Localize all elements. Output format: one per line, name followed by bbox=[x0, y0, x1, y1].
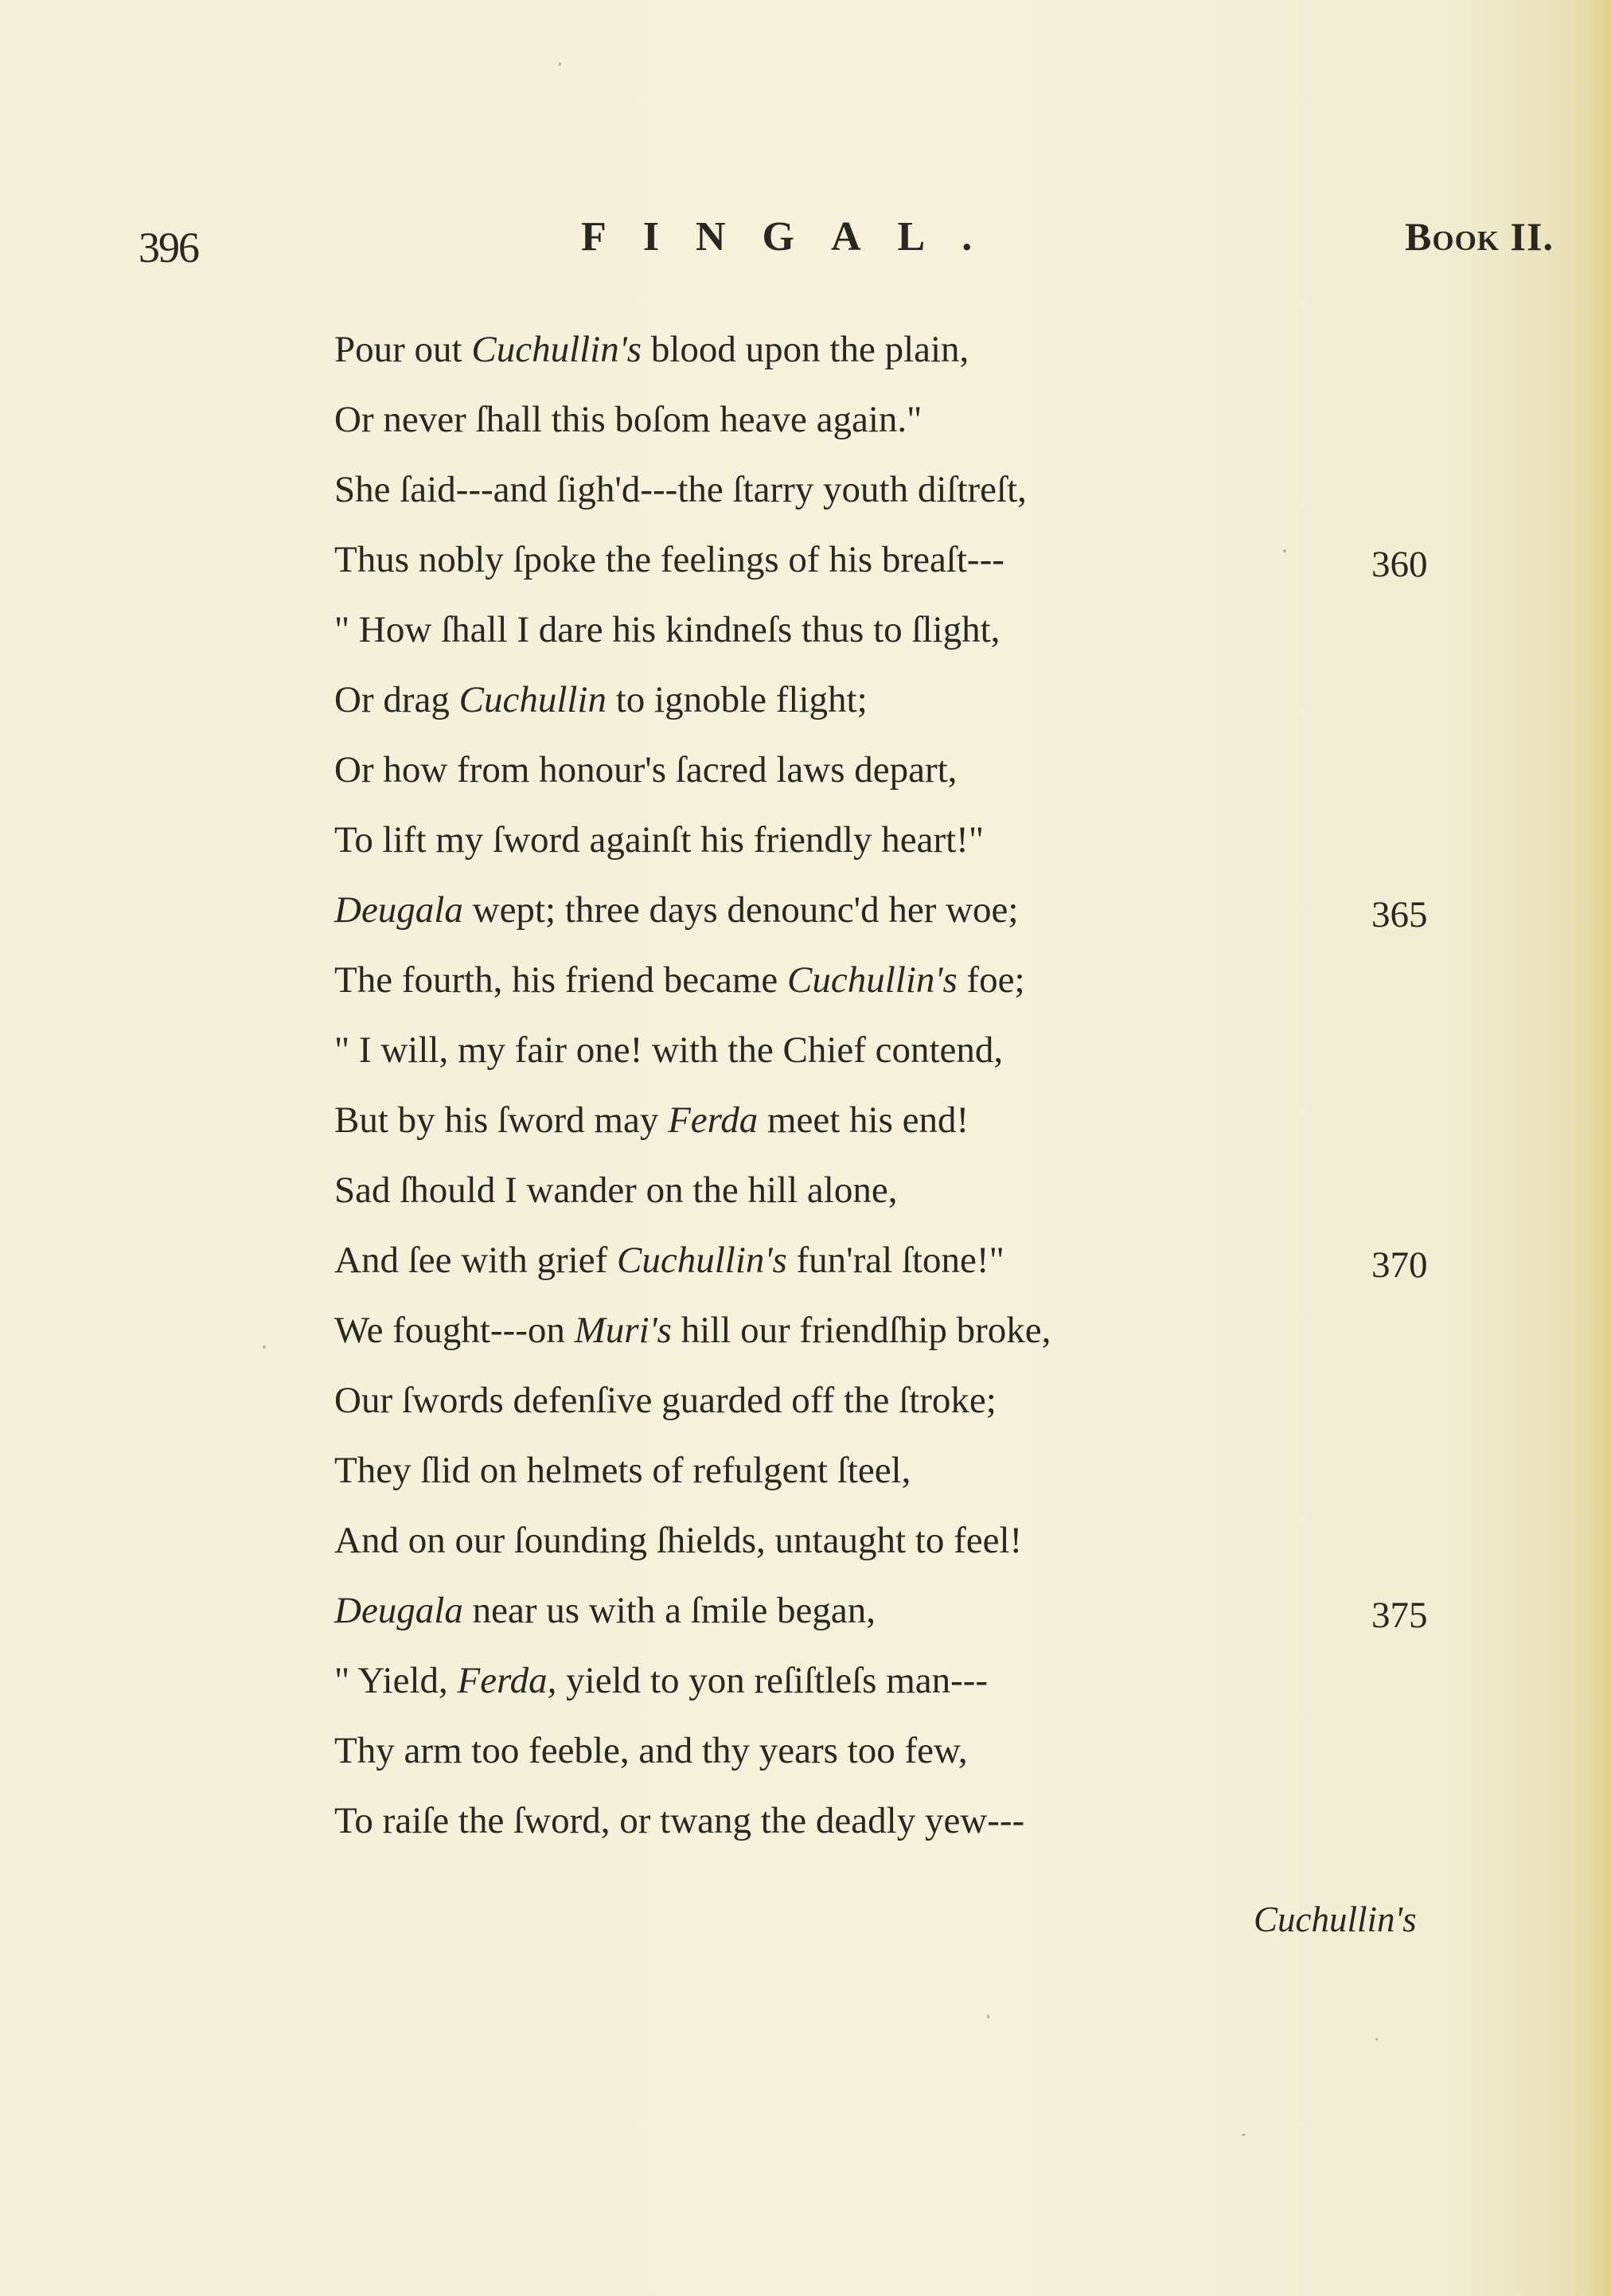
verse-text: They ſlid on helmets of refulgent ſteel, bbox=[334, 1450, 911, 1491]
running-header bbox=[0, 205, 1611, 269]
verse-line bbox=[334, 665, 1465, 735]
book-label: Book II. bbox=[1405, 214, 1554, 259]
verse-text: To raiſe the ſword, or twang the deadly yew--- bbox=[334, 1800, 1025, 1841]
verse-line bbox=[334, 1155, 1465, 1225]
verse-line bbox=[334, 1786, 1465, 1856]
verse-italic-text: Muri's bbox=[574, 1310, 672, 1351]
paper-speck bbox=[1375, 2038, 1378, 2040]
verse-text: near us with a ſmile began, bbox=[462, 1590, 876, 1631]
verse-line bbox=[334, 1716, 1465, 1786]
verse-text: And on our ſounding ſhields, untaught to feel! bbox=[334, 1520, 1023, 1561]
verse-text: She ſaid---and ſigh'd---the ſtarry youth diſtreſt, bbox=[334, 469, 1027, 510]
paper-speck bbox=[1283, 549, 1286, 553]
verse-italic-text: Ferda, bbox=[457, 1660, 557, 1701]
page-number: 396 bbox=[138, 224, 198, 271]
verse-italic-text: Cuchullin's bbox=[787, 959, 958, 1001]
verse-italic-text: Ferda bbox=[668, 1099, 759, 1141]
verse-text: Or drag bbox=[334, 679, 459, 720]
poem-text bbox=[334, 314, 1465, 1856]
verse-line bbox=[334, 875, 1465, 945]
verse-line bbox=[334, 1085, 1465, 1155]
verse-text: Sad ſhould I wander on the hill alone, bbox=[334, 1169, 898, 1211]
verse-line bbox=[334, 1365, 1465, 1435]
verse-line bbox=[334, 314, 1465, 385]
verse-text: to ignoble flight; bbox=[607, 679, 868, 720]
verse-line bbox=[334, 525, 1465, 595]
running-title: FINGAL. bbox=[581, 214, 1009, 260]
line-number: 370 bbox=[1371, 1244, 1428, 1286]
verse-line bbox=[334, 1576, 1465, 1646]
page-edge-shading bbox=[1587, 0, 1611, 2296]
verse-text: Pour out bbox=[334, 329, 472, 370]
verse-italic-text: Cuchullin's bbox=[471, 329, 642, 370]
verse-line bbox=[334, 945, 1465, 1015]
verse-line bbox=[334, 1435, 1465, 1505]
paper-speck bbox=[987, 2014, 989, 2019]
verse-text: Our ſwords defenſive guarded off the ſtroke; bbox=[334, 1380, 997, 1421]
line-number: 365 bbox=[1371, 894, 1428, 935]
verse-text: " How ſhall I dare his kindneſs thus to ſlight, bbox=[334, 609, 1001, 650]
verse-text: We fought---on bbox=[334, 1310, 575, 1351]
verse-text: fun'ral ſtone!" bbox=[786, 1240, 1004, 1281]
verse-italic-text: Deugala bbox=[334, 1590, 463, 1631]
verse-line bbox=[334, 385, 1465, 455]
verse-text: blood upon the plain, bbox=[642, 329, 969, 370]
verse-italic-text: Cuchullin bbox=[458, 679, 607, 720]
paper-speck bbox=[1242, 2134, 1246, 2136]
verse-line bbox=[334, 1015, 1465, 1085]
verse-text: Or never ſhall this boſom heave again." bbox=[334, 399, 923, 440]
line-number: 375 bbox=[1371, 1595, 1428, 1636]
verse-text: Thus nobly ſpoke the feelings of his breaſt--- bbox=[334, 539, 1004, 580]
line-number: 360 bbox=[1371, 544, 1428, 585]
verse-line bbox=[334, 595, 1465, 665]
paper-speck bbox=[559, 62, 561, 66]
paper-speck bbox=[263, 1345, 266, 1349]
verse-text: Thy arm too feeble, and thy years too few, bbox=[334, 1730, 968, 1771]
verse-text: And ſee with grief bbox=[334, 1240, 618, 1281]
verse-text: " I will, my fair one! with the Chief contend, bbox=[334, 1029, 1004, 1071]
verse-text: hill our friendſhip broke, bbox=[671, 1310, 1051, 1351]
verse-line bbox=[334, 1295, 1465, 1365]
verse-text: But by his ſword may bbox=[334, 1099, 669, 1141]
verse-line bbox=[334, 455, 1465, 525]
verse-line bbox=[334, 805, 1465, 875]
verse-italic-text: Deugala bbox=[334, 889, 463, 931]
verse-line bbox=[334, 1505, 1465, 1576]
verse-line bbox=[334, 735, 1465, 805]
verse-text: Or how from honour's ſacred laws depart, bbox=[334, 749, 958, 791]
verse-text: The fourth, his friend became bbox=[334, 959, 788, 1001]
verse-text: " Yield, bbox=[334, 1660, 458, 1701]
catchword: Cuchullin's bbox=[1254, 1900, 1417, 1939]
verse-text: meet his end! bbox=[758, 1099, 969, 1141]
verse-line bbox=[334, 1646, 1465, 1716]
verse-italic-text: Cuchullin's bbox=[617, 1240, 787, 1281]
verse-text: foe; bbox=[957, 959, 1025, 1001]
verse-text: yield to yon reſiſtleſs man--- bbox=[556, 1660, 989, 1701]
verse-text: wept; three days denounc'd her woe; bbox=[462, 889, 1019, 931]
verse-line bbox=[334, 1225, 1465, 1295]
verse-text: To lift my ſword againſt his friendly heart!" bbox=[334, 819, 985, 861]
